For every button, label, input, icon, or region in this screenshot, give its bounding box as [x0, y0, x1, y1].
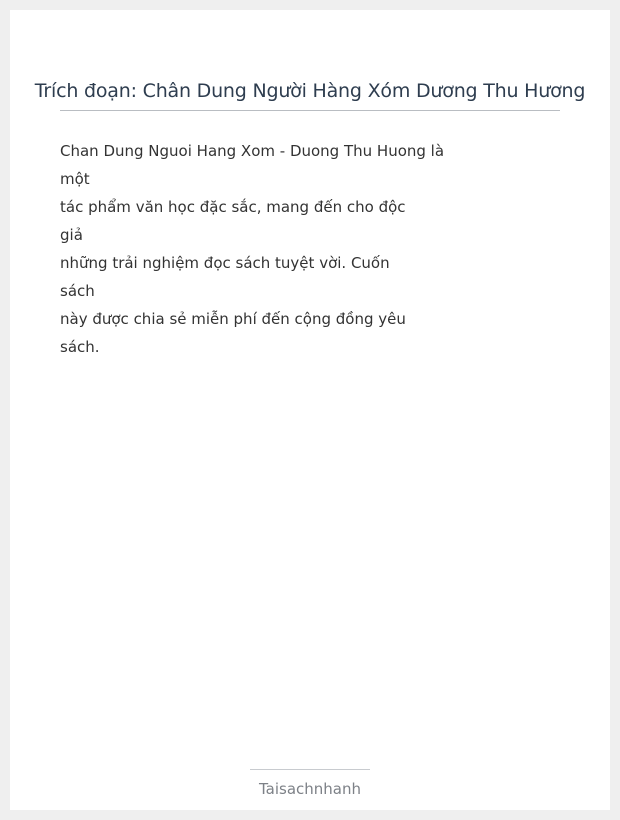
excerpt-line: sách [60, 282, 95, 300]
excerpt-line: giả [60, 226, 83, 244]
footer-brand: Taisachnhanh [258, 780, 362, 798]
document-page [10, 10, 610, 810]
excerpt-line: những trải nghiệm đọc sách tuyệt vời. Cuốn [60, 254, 390, 272]
excerpt-line: tác phẩm văn học đặc sắc, mang đến cho độc [60, 198, 406, 216]
excerpt-line: một [60, 170, 90, 188]
excerpt-body [60, 137, 480, 361]
excerpt-line: này được chia sẻ miễn phí đến cộng đồng yêu [60, 310, 406, 328]
excerpt-line: Chan Dung Nguoi Hang Xom - Duong Thu Huong là [60, 142, 445, 160]
document-title: Trích đoạn: Chân Dung Người Hàng Xóm Dương Thu Hương [34, 80, 586, 102]
title-divider [60, 110, 560, 111]
footer-divider [250, 769, 370, 770]
excerpt-line: sách. [60, 338, 100, 356]
